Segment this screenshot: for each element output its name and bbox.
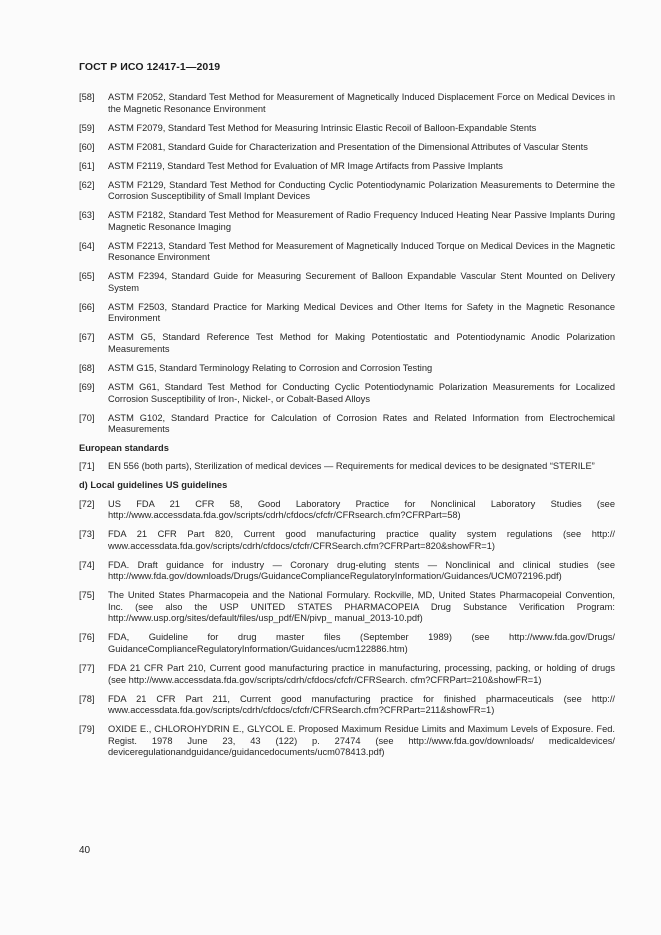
reference-number: [71]	[79, 461, 95, 472]
reference-text: ASTM F2129, Standard Test Method for Conducting Cyclic Potentiodynamic Polarization Measurements to Determine the Corrosion Susceptibility of Small Implant Devices	[108, 179, 615, 202]
reference-text: US FDA 21 CFR 58, Good Laboratory Practice for Nonclinical Laboratory Studies (see http://www.accessdata.fda.gov/scripts/cdrh/cfdocs/cfcfr/CFRsearch.cfm?CFRPart=58)	[108, 498, 615, 521]
reference-text: EN 556 (both parts), Sterilization of medical devices — Requirements for medical devices to be designated “STERILE”	[108, 461, 595, 472]
reference-number: [68]	[79, 363, 95, 373]
reference-item	[79, 363, 615, 375]
reference-text: FDA 21 CFR Part 820, Current good manufacturing practice quality system regulations (see http:// www.accessdata.fda.gov/scripts/cdrh/cfdocs/cfcfr/CFRSearch.cfm?CFRPart=820&showFR=1)	[108, 529, 615, 551]
reference-number: [74]	[79, 559, 95, 570]
reference-number: [62]	[79, 179, 95, 190]
reference-text: ASTM F2081, Standard Guide for Characterization and Presentation of the Dimensional Attributes of Vascular Stents	[108, 141, 588, 152]
reference-item	[79, 142, 615, 154]
reference-number: [72]	[79, 498, 95, 509]
reference-item	[79, 663, 615, 686]
reference-number: [58]	[79, 92, 95, 102]
reference-text: FDA 21 CFR Part 211, Current good manufacturing practice for finished pharmaceuticals (see http:// www.accessdata.fda.gov/scripts/cdrh/cfdocs/cfcfr/CFRSearch.cfm?CFRPart=211&showFR=1)	[108, 693, 615, 716]
reference-item	[79, 241, 615, 264]
reference-item	[79, 161, 615, 173]
reference-number: [73]	[79, 529, 95, 540]
reference-text: FDA. Draft guidance for industry — Coronary drug-eluting stents — Nonclinical and clinical studies (see http://www.fda.gov/downloads/Drugs/GuidanceComplianceRegulatoryInformation/Guidances/UCM072196.pdf)	[108, 559, 615, 582]
document-header: ГОСТ Р ИСО 12417-1—2019	[79, 61, 221, 73]
reference-text: ASTM F2119, Standard Test Method for Evaluation of MR Image Artifacts from Passive Implants	[108, 160, 503, 171]
reference-item	[79, 590, 615, 625]
reference-number: [79]	[79, 724, 95, 735]
reference-list-european	[79, 461, 615, 473]
reference-text: FDA 21 CFR Part 210, Current good manufacturing practice in manufacturing, processing, packing, or holding of drugs (see http://www.accessdata.fda.gov/scripts/cdrh/cfdocs/cfcfr/CFRSearch. cfm?CFRPart=210&showFR=1)	[108, 662, 615, 685]
reference-number: [61]	[79, 160, 95, 171]
reference-item	[79, 271, 615, 294]
reference-item	[79, 302, 615, 325]
reference-text: ASTM G102, Standard Practice for Calculation of Corrosion Rates and Related Information from Electrochemical Measurements	[108, 412, 615, 435]
reference-item	[79, 180, 615, 203]
reference-item	[79, 499, 615, 522]
reference-text: OXIDE E., CHLOROHYDRIN E., GLYCOL E. Proposed Maximum Residue Limits and Maximum Levels of Exposure. Fed. Regist. 1978 June 23, 43 (122) p. 27474 (see http://www.fda.gov/downloads/ medicaldevices/ deviceregulationandguidance/guidancedocuments/ucm078413.pdf)	[108, 724, 615, 758]
reference-item	[79, 461, 615, 473]
reference-text: ASTM F2503, Standard Practice for Marking Medical Devices and Other Items for Safety in the Magnetic Resonance Environment	[108, 301, 615, 324]
reference-number: [76]	[79, 632, 95, 643]
reference-number: [67]	[79, 332, 95, 343]
reference-number: [63]	[79, 210, 95, 221]
reference-number: [66]	[79, 301, 95, 312]
reference-item	[79, 210, 615, 233]
reference-item	[79, 560, 615, 583]
reference-list-astm	[79, 92, 615, 436]
reference-item	[79, 632, 615, 655]
reference-text: ASTM G61, Standard Test Method for Conducting Cyclic Potentiodynamic Polarization Measurements for Localized Corrosion Susceptibility of Iron-, Nickel-, or Cobalt-Based Alloys	[108, 381, 615, 404]
reference-text: ASTM F2182, Standard Test Method for Measurement of Radio Frequency Induced Heating Near Passive Implants During Magnetic Resonance Imaging	[108, 210, 615, 232]
reference-number: [69]	[79, 381, 95, 392]
reference-item	[79, 529, 615, 552]
bibliography	[79, 92, 615, 766]
reference-number: [70]	[79, 412, 95, 423]
page-number: 40	[79, 845, 91, 856]
reference-text: ASTM G15, Standard Terminology Relating to Corrosion and Corrosion Testing	[108, 363, 433, 373]
reference-item	[79, 724, 615, 759]
reference-number: [64]	[79, 240, 95, 251]
reference-number: [78]	[79, 693, 95, 704]
reference-text: FDA, Guideline for drug master files (September 1989) (see http://www.fda.gov/Drugs/ GuidanceComplianceRegulatoryInformation/Guidances/ucm122886.htm)	[108, 632, 615, 654]
reference-number: [65]	[79, 271, 95, 282]
reference-number: [77]	[79, 662, 95, 673]
reference-number: [60]	[79, 141, 95, 152]
reference-item	[79, 694, 615, 717]
reference-text: ASTM F2213, Standard Test Method for Measurement of Magnetically Induced Torque on Medical Devices in the Magnetic Resonance Environment	[108, 240, 615, 263]
reference-text: The United States Pharmacopeia and the National Formulary. Rockville, MD, United States Pharmacopeial Convention, Inc. (see also the USP UNITED STATES PHARMACOPEIA Drug Substance Verification Program: http://www.usp.org/sites/default/files/usp_pdf/EN/pivp_ manual_2013-10.pdf)	[108, 590, 615, 624]
reference-text: ASTM F2394, Standard Guide for Measuring Securement of Balloon Expandable Vascular Stent Mounted on Delivery System	[108, 271, 615, 293]
reference-list-us-guidelines	[79, 499, 615, 759]
reference-item	[79, 92, 615, 115]
reference-item	[79, 382, 615, 405]
reference-item	[79, 332, 615, 355]
section-heading-european: European standards	[79, 443, 169, 454]
reference-number: [59]	[79, 122, 95, 133]
reference-number: [75]	[79, 590, 95, 601]
section-heading-local-guidelines: d) Local guidelines US guidelines	[79, 480, 228, 491]
reference-text: ASTM F2052, Standard Test Method for Measurement of Magnetically Induced Displacement Force on Medical Devices in the Magnetic Resonance Environment	[108, 92, 615, 114]
reference-text: ASTM G5, Standard Reference Test Method for Making Potentiostatic and Potentiodynamic Anodic Polarization Measurements	[108, 332, 615, 355]
reference-item	[79, 123, 615, 135]
reference-item	[79, 413, 615, 436]
reference-text: ASTM F2079, Standard Test Method for Measuring Intrinsic Elastic Recoil of Balloon-Expandable Stents	[108, 122, 537, 133]
